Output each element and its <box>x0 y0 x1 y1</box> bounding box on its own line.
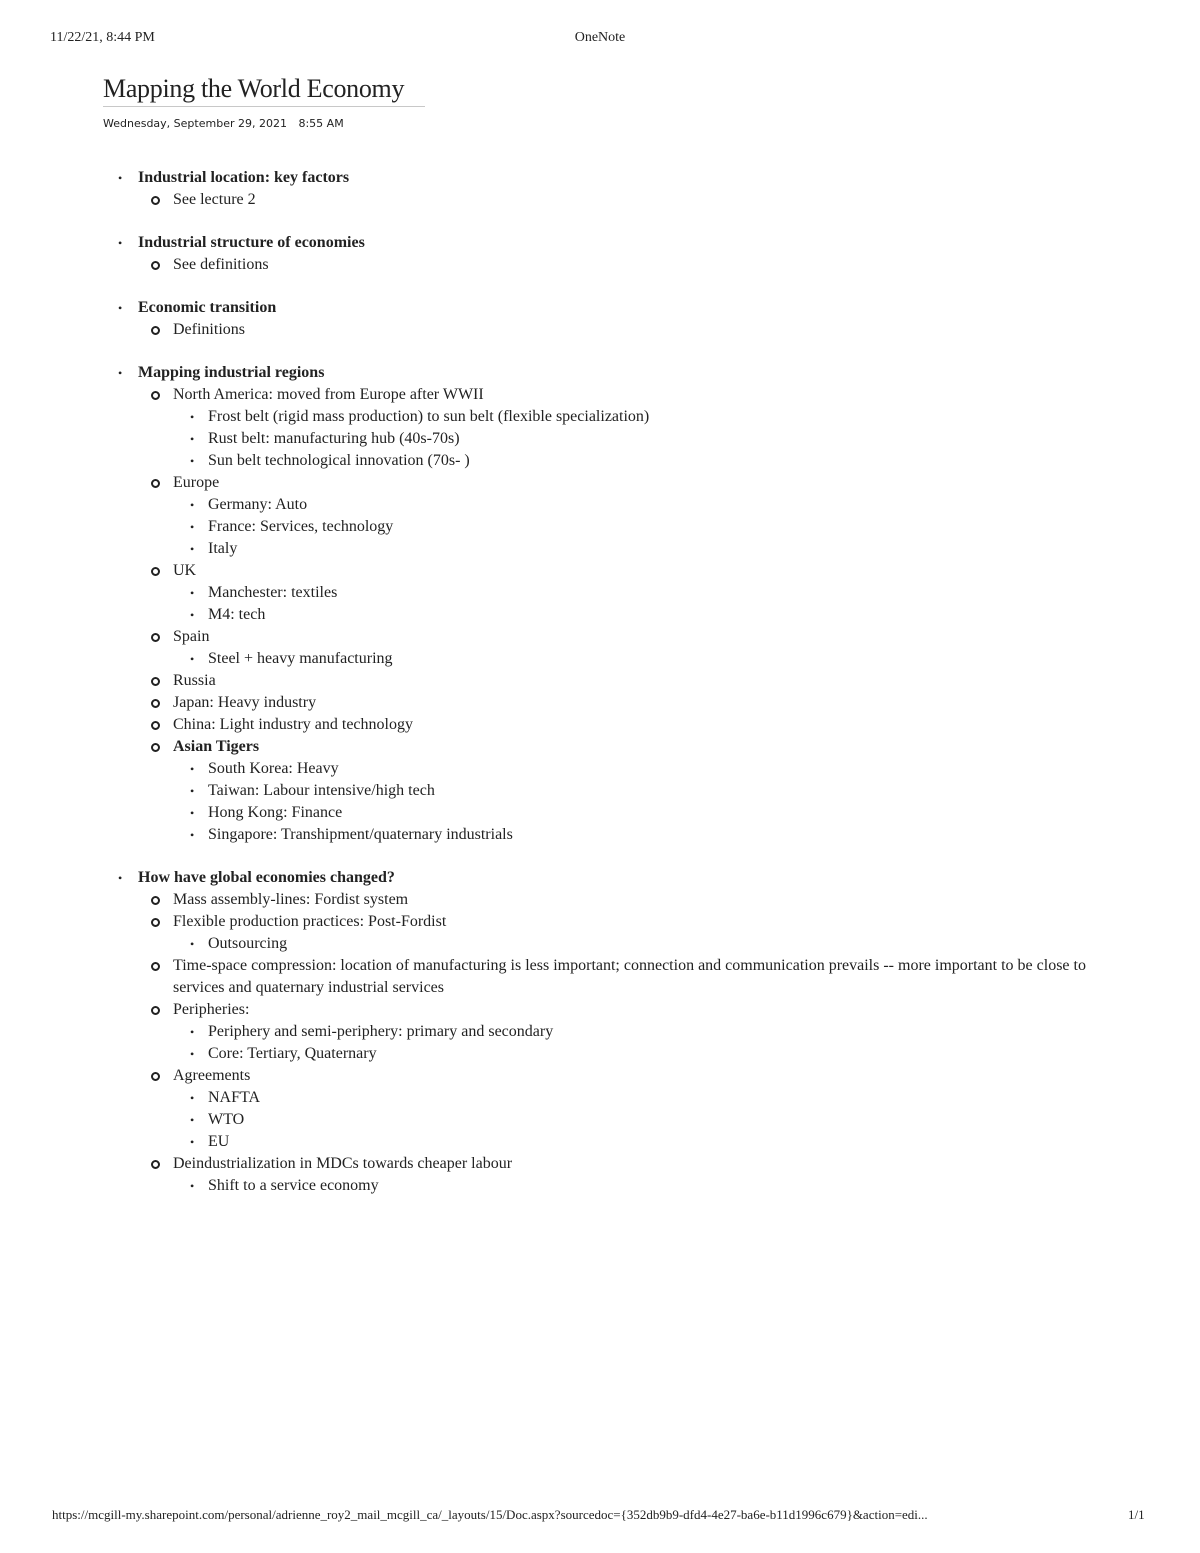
sub-list-item <box>0 1087 1200 1109</box>
hollow-bullet-icon <box>151 896 160 905</box>
sub-list-item <box>0 406 1200 428</box>
hollow-bullet-icon <box>151 196 160 205</box>
note-outline <box>0 167 1200 1197</box>
section-item <box>0 167 1200 189</box>
item-text: Hong Kong: Finance <box>208 804 343 821</box>
item-text: How have global economies changed? <box>138 869 395 886</box>
sub-list-item <box>0 933 1200 955</box>
bullet-icon: • <box>190 520 195 534</box>
print-datetime: 11/22/21, 8:44 PM <box>50 30 155 45</box>
list-item <box>0 626 1200 648</box>
page-title: Mapping the World Economy <box>103 74 425 107</box>
sub-list-item <box>0 494 1200 516</box>
hollow-bullet-icon <box>151 261 160 270</box>
item-text: China: Light industry and technology <box>173 716 413 733</box>
list-item <box>0 189 1200 211</box>
bullet-icon: • <box>118 171 123 185</box>
list-item <box>0 714 1200 736</box>
item-text: EU <box>208 1133 230 1150</box>
sub-list-item <box>0 450 1200 472</box>
item-text: France: Services, technology <box>208 518 394 535</box>
hollow-bullet-icon <box>151 743 160 752</box>
footer-url: https://mcgill-my.sharepoint.com/personal/adrienne_roy2_mail_mcgill_ca/_layouts/15/Doc.aspx?sourcedoc={352db9b9-dfd4-4e27-ba6e-b11d1996c679}&action=edi... <box>52 1507 928 1522</box>
bullet-icon: • <box>190 410 195 424</box>
bullet-icon: • <box>118 871 123 885</box>
hollow-bullet-icon <box>151 1160 160 1169</box>
list-item <box>0 384 1200 406</box>
bullet-icon: • <box>190 454 195 468</box>
item-text: Taiwan: Labour intensive/high tech <box>208 782 435 799</box>
section-item <box>0 867 1200 889</box>
item-text: Industrial structure of economies <box>138 234 365 251</box>
item-text: Shift to a service economy <box>208 1177 379 1194</box>
hollow-bullet-icon <box>151 326 160 335</box>
item-text: UK <box>173 562 197 579</box>
list-item <box>0 560 1200 582</box>
item-text: Economic transition <box>138 299 277 316</box>
hollow-bullet-icon <box>151 699 160 708</box>
list-item <box>0 692 1200 714</box>
item-text: Mass assembly-lines: Fordist system <box>173 891 409 908</box>
bullet-icon: • <box>190 1047 195 1061</box>
list-item <box>0 736 1200 758</box>
bullet-icon: • <box>190 586 195 600</box>
list-item <box>0 911 1200 933</box>
sub-list-item <box>0 1109 1200 1131</box>
section-item <box>0 232 1200 254</box>
item-text: Asian Tigers <box>173 738 260 755</box>
item-text: Singapore: Transhipment/quaternary industrials <box>208 826 513 843</box>
bullet-icon: • <box>190 608 195 622</box>
list-item <box>0 1153 1200 1175</box>
bullet-icon: • <box>190 498 195 512</box>
sub-list-item <box>0 582 1200 604</box>
item-text: Spain <box>173 628 210 645</box>
item-text: Steel + heavy manufacturing <box>208 650 393 667</box>
bullet-icon: • <box>190 937 195 951</box>
bullet-icon: • <box>190 1113 195 1127</box>
bullet-icon: • <box>190 432 195 446</box>
sub-list-item <box>0 1131 1200 1153</box>
hollow-bullet-icon <box>151 391 160 400</box>
item-text: Outsourcing <box>208 935 288 952</box>
hollow-bullet-icon <box>151 677 160 686</box>
page-datetime <box>103 117 352 130</box>
sub-list-item <box>0 428 1200 450</box>
item-text: M4: tech <box>208 606 266 623</box>
bullet-icon: • <box>118 236 123 250</box>
list-item <box>0 999 1200 1021</box>
hollow-bullet-icon <box>151 1072 160 1081</box>
sub-list-item <box>0 516 1200 538</box>
item-text: Agreements <box>173 1067 251 1084</box>
item-text: Russia <box>173 672 216 689</box>
bullet-icon: • <box>118 301 123 315</box>
sub-list-item <box>0 1021 1200 1043</box>
hollow-bullet-icon <box>151 1006 160 1015</box>
item-text: Peripheries: <box>173 1001 250 1018</box>
bullet-icon: • <box>190 1179 195 1193</box>
sub-list-item <box>0 604 1200 626</box>
item-text: Deindustrialization in MDCs towards cheaper labour <box>173 1155 513 1172</box>
list-item <box>0 319 1200 341</box>
bullet-icon: • <box>190 828 195 842</box>
item-text: Periphery and semi-periphery: primary and secondary <box>208 1023 554 1040</box>
section-item <box>0 297 1200 319</box>
section-item <box>0 362 1200 384</box>
hollow-bullet-icon <box>151 567 160 576</box>
hollow-bullet-icon <box>151 962 160 971</box>
item-text: Rust belt: manufacturing hub (40s-70s) <box>208 430 460 447</box>
hollow-bullet-icon <box>151 721 160 730</box>
sub-list-item <box>0 538 1200 560</box>
bullet-icon: • <box>190 1091 195 1105</box>
item-text: North America: moved from Europe after WWII <box>173 386 484 403</box>
item-text: Japan: Heavy industry <box>173 694 317 711</box>
page-date: Wednesday, September 29, 2021 <box>103 117 287 130</box>
print-app-name: OneNote <box>574 30 626 45</box>
footer-page-number: 1/1 <box>1128 1507 1145 1522</box>
bullet-icon: • <box>118 366 123 380</box>
bullet-icon: • <box>190 1025 195 1039</box>
item-text: Industrial location: key factors <box>138 169 350 186</box>
list-item <box>0 670 1200 692</box>
item-text: Definitions <box>173 321 245 338</box>
sub-list-item <box>0 780 1200 802</box>
list-item <box>0 1065 1200 1087</box>
item-text: Sun belt technological innovation (70s- ) <box>208 452 470 469</box>
sub-list-item <box>0 824 1200 846</box>
page-time: 8:55 AM <box>298 117 344 130</box>
bullet-icon: • <box>190 806 195 820</box>
item-text: Manchester: textiles <box>208 584 338 601</box>
item-text: South Korea: Heavy <box>208 760 339 777</box>
item-text: Time-space compression: location of manufacturing is less important; connection and communication prevails -- more important to be close to services and quaternary industrial services <box>173 957 1086 996</box>
list-item <box>0 472 1200 494</box>
hollow-bullet-icon <box>151 479 160 488</box>
sub-list-item <box>0 1175 1200 1197</box>
list-item <box>0 955 1200 999</box>
item-text: Italy <box>208 540 238 557</box>
item-text: Flexible production practices: Post-Fordist <box>173 913 447 930</box>
item-text: Frost belt (rigid mass production) to sun belt (flexible specialization) <box>208 408 650 425</box>
item-text: Europe <box>173 474 220 491</box>
sub-list-item <box>0 758 1200 780</box>
hollow-bullet-icon <box>151 918 160 927</box>
item-text: Mapping industrial regions <box>138 364 325 381</box>
hollow-bullet-icon <box>151 633 160 642</box>
item-text: See lecture 2 <box>173 191 256 208</box>
item-text: Core: Tertiary, Quaternary <box>208 1045 377 1062</box>
list-item <box>0 889 1200 911</box>
list-item <box>0 254 1200 276</box>
sub-list-item <box>0 648 1200 670</box>
item-text: See definitions <box>173 256 269 273</box>
bullet-icon: • <box>190 784 195 798</box>
item-text: NAFTA <box>208 1089 261 1106</box>
item-text: WTO <box>208 1111 245 1128</box>
bullet-icon: • <box>190 542 195 556</box>
bullet-icon: • <box>190 652 195 666</box>
bullet-icon: • <box>190 762 195 776</box>
sub-list-item <box>0 1043 1200 1065</box>
bullet-icon: • <box>190 1135 195 1149</box>
item-text: Germany: Auto <box>208 496 308 513</box>
sub-list-item <box>0 802 1200 824</box>
